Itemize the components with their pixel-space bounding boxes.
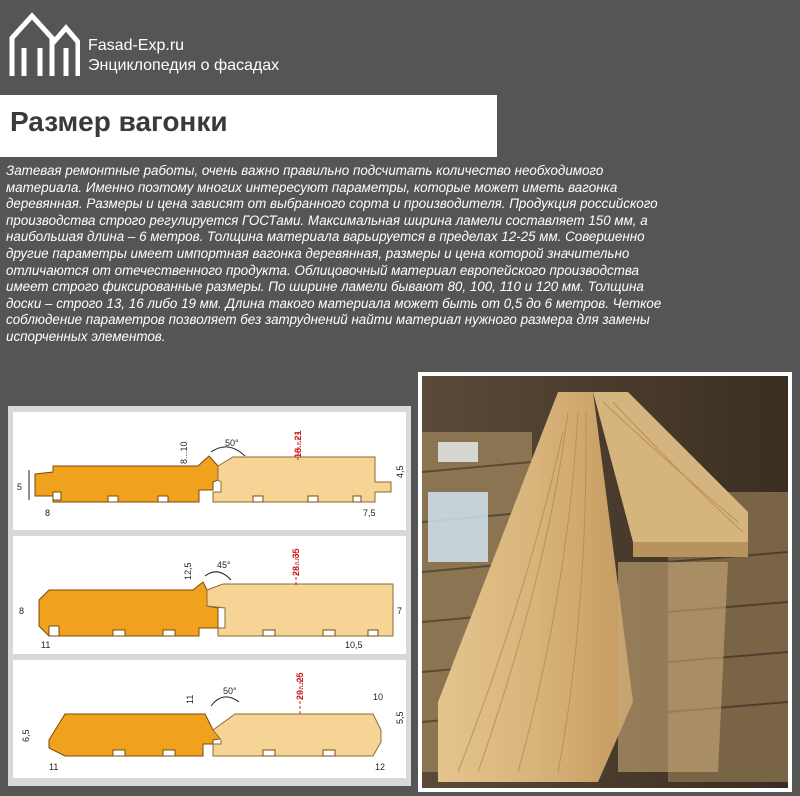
dim-right-width: 12	[375, 762, 386, 772]
article-body: Затевая ремонтные работы, очень важно правильно подсчитать количество необходимого материала. Именно поэтому многих интересуют параметры, которые может иметь вагонка деревянная. Размеры и цена зависят от выбранного сорта и производителя. Продукция российского производства строго регулируется ГОСТами. Максимальная ширина ламели составляет 150 мм, а наибольшая длина – 6 метров. Толщина материала варьируется в пределах 12-25 мм. Совершенно другие параметры имеет импортная вагонка деревянная, размеры и цена которой значительно отличаются от отечественного продукта. Облицовочный материал европейского производства имеет строго фиксированные размеры. По ширине ламели бывают 80, 100, 110 и 120 мм. Толщина доски – строго 13, 16 либо 19 мм. Длина такого материала может быть от 0,5 до 6 метров. Четкое соблюдение параметров позволяет без затруднений найти материал нужного размера для замены испорченных элементов.	[6, 163, 662, 344]
dim-left-width: 11	[41, 640, 51, 650]
profile-diagram-2	[13, 536, 406, 654]
dim-right-width: 10,5	[345, 640, 363, 650]
dim-right-width: 7,5	[363, 508, 376, 518]
dim-angle: 50°	[223, 686, 237, 696]
dim-left-width: 8	[45, 508, 51, 518]
dim-thickness: 20...25	[295, 672, 305, 700]
dim-joint: 8...10	[179, 441, 189, 464]
page-title: Размер вагонки	[10, 106, 228, 137]
dim-left-width: 11	[49, 762, 59, 772]
dim-left-height: 6,5	[21, 729, 31, 742]
profile-diagram-3	[13, 660, 406, 778]
dim-left-height: 8	[19, 606, 25, 616]
profile-diagram-1	[13, 412, 406, 530]
lining-profile-diagrams	[8, 406, 411, 786]
dim-angle: 45°	[217, 560, 231, 570]
dim-right-height: 7	[397, 606, 403, 616]
site-logo-icon[interactable]	[8, 8, 80, 78]
site-tagline: Энциклопедия о фасадах	[88, 57, 280, 74]
site-name: Fasad-Exp.ru	[88, 37, 185, 54]
dim-angle: 50°	[225, 438, 239, 448]
site-brand[interactable]	[88, 36, 279, 76]
dim-left-height: 5	[17, 482, 23, 492]
wood-lining-photo-icon	[418, 372, 792, 792]
dim-right-height: 5,5	[395, 711, 405, 724]
dim-right-top: 10	[373, 692, 384, 702]
dim-thickness: 18...21	[293, 430, 303, 458]
dim-right-height: 4,5	[395, 465, 405, 478]
dim-thickness: 28...35	[291, 548, 301, 576]
dim-joint: 12,5	[183, 562, 193, 580]
dim-joint: 11	[185, 694, 195, 704]
